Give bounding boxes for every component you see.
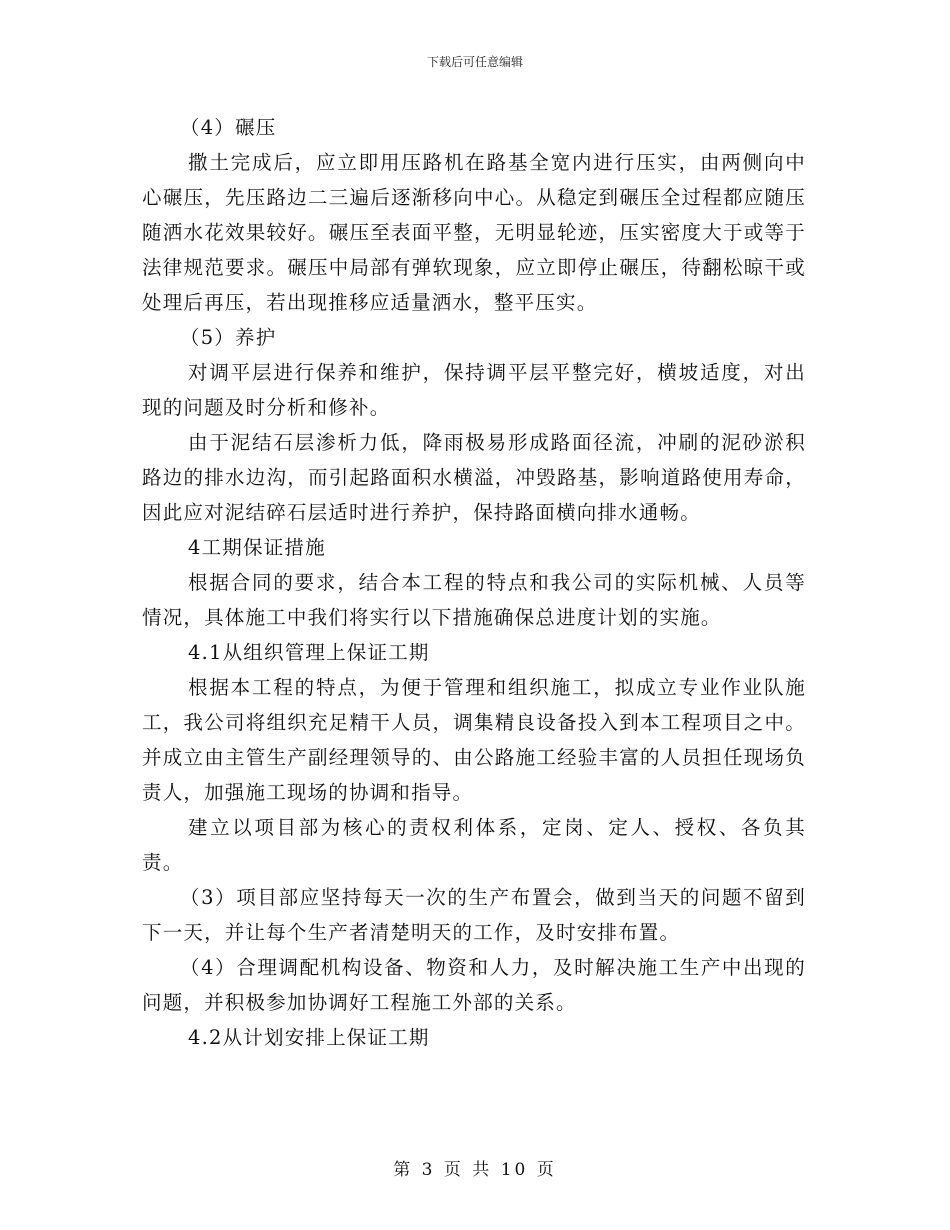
page-footer: 第 3 页 共 10 页 bbox=[393, 1160, 557, 1180]
section-heading-4-1: 4.1从组织管理上保证工期 bbox=[188, 641, 430, 664]
document-body bbox=[142, 110, 806, 1055]
subheading-compaction: （4）碾压 bbox=[180, 116, 277, 139]
section-heading-4: 4工期保证措施 bbox=[188, 536, 326, 559]
list-item-4: （4）合理调配机构设备、物资和人力，及时解决施工生产中出现的问题，并积极参加协调好工程施工外部的关系。 bbox=[142, 956, 806, 1014]
paragraph-organization: 根据本工程的特点，为便于管理和组织施工，拟成立专业作业队施工，我公司将组织充足精干人员，调集精良设备投入到本工程项目之中。并成立由主管生产副经理领导的、由公路施工经验丰富的人员担任现场负责人，加强施工现场的协调和指导。 bbox=[142, 676, 806, 804]
paragraph-schedule-intro: 根据合同的要求，结合本工程的特点和我公司的实际机械、人员等情况，具体施工中我们将实行以下措施确保总进度计划的实施。 bbox=[142, 571, 806, 629]
list-item-3: （3）项目部应坚持每天一次的生产布置会，做到当天的问题不留到下一天，并让每个生产者清楚明天的工作，及时安排布置。 bbox=[142, 886, 806, 944]
section-heading-4-2: 4.2从计划安排上保证工期 bbox=[188, 1026, 430, 1049]
page-header: 下载后可任意编辑 bbox=[426, 55, 523, 69]
paragraph-maintenance-2: 由于泥结石层渗析力低，降雨极易形成路面径流，冲刷的泥砂淤积路边的排水边沟，而引起路面积水横溢，冲毁路基，影响道路使用寿命，因此应对泥结碎石层适时进行养护，保持路面横向排水通畅。 bbox=[142, 431, 806, 524]
paragraph-responsibility: 建立以项目部为核心的责权利体系，定岗、定人、授权、各负其责。 bbox=[142, 816, 806, 874]
paragraph-compaction: 撒土完成后，应立即用压路机在路基全宽内进行压实，由两侧向中心碾压，先压路边二三遍后逐渐移向中心。从稳定到碾压全过程都应随压随洒水花效果较好。碾压至表面平整，无明显轮迹，压实密度大于或等于法律规范要求。碾压中局部有弹软现象，应立即停止碾压，待翻松晾干或处理后再压，若出现推移应适量洒水，整平压实。 bbox=[142, 151, 806, 314]
subheading-maintenance: （5）养护 bbox=[180, 326, 277, 349]
paragraph-maintenance-1: 对调平层进行保养和维护，保持调平层平整完好，横坡适度，对出现的问题及时分析和修补。 bbox=[142, 361, 806, 419]
